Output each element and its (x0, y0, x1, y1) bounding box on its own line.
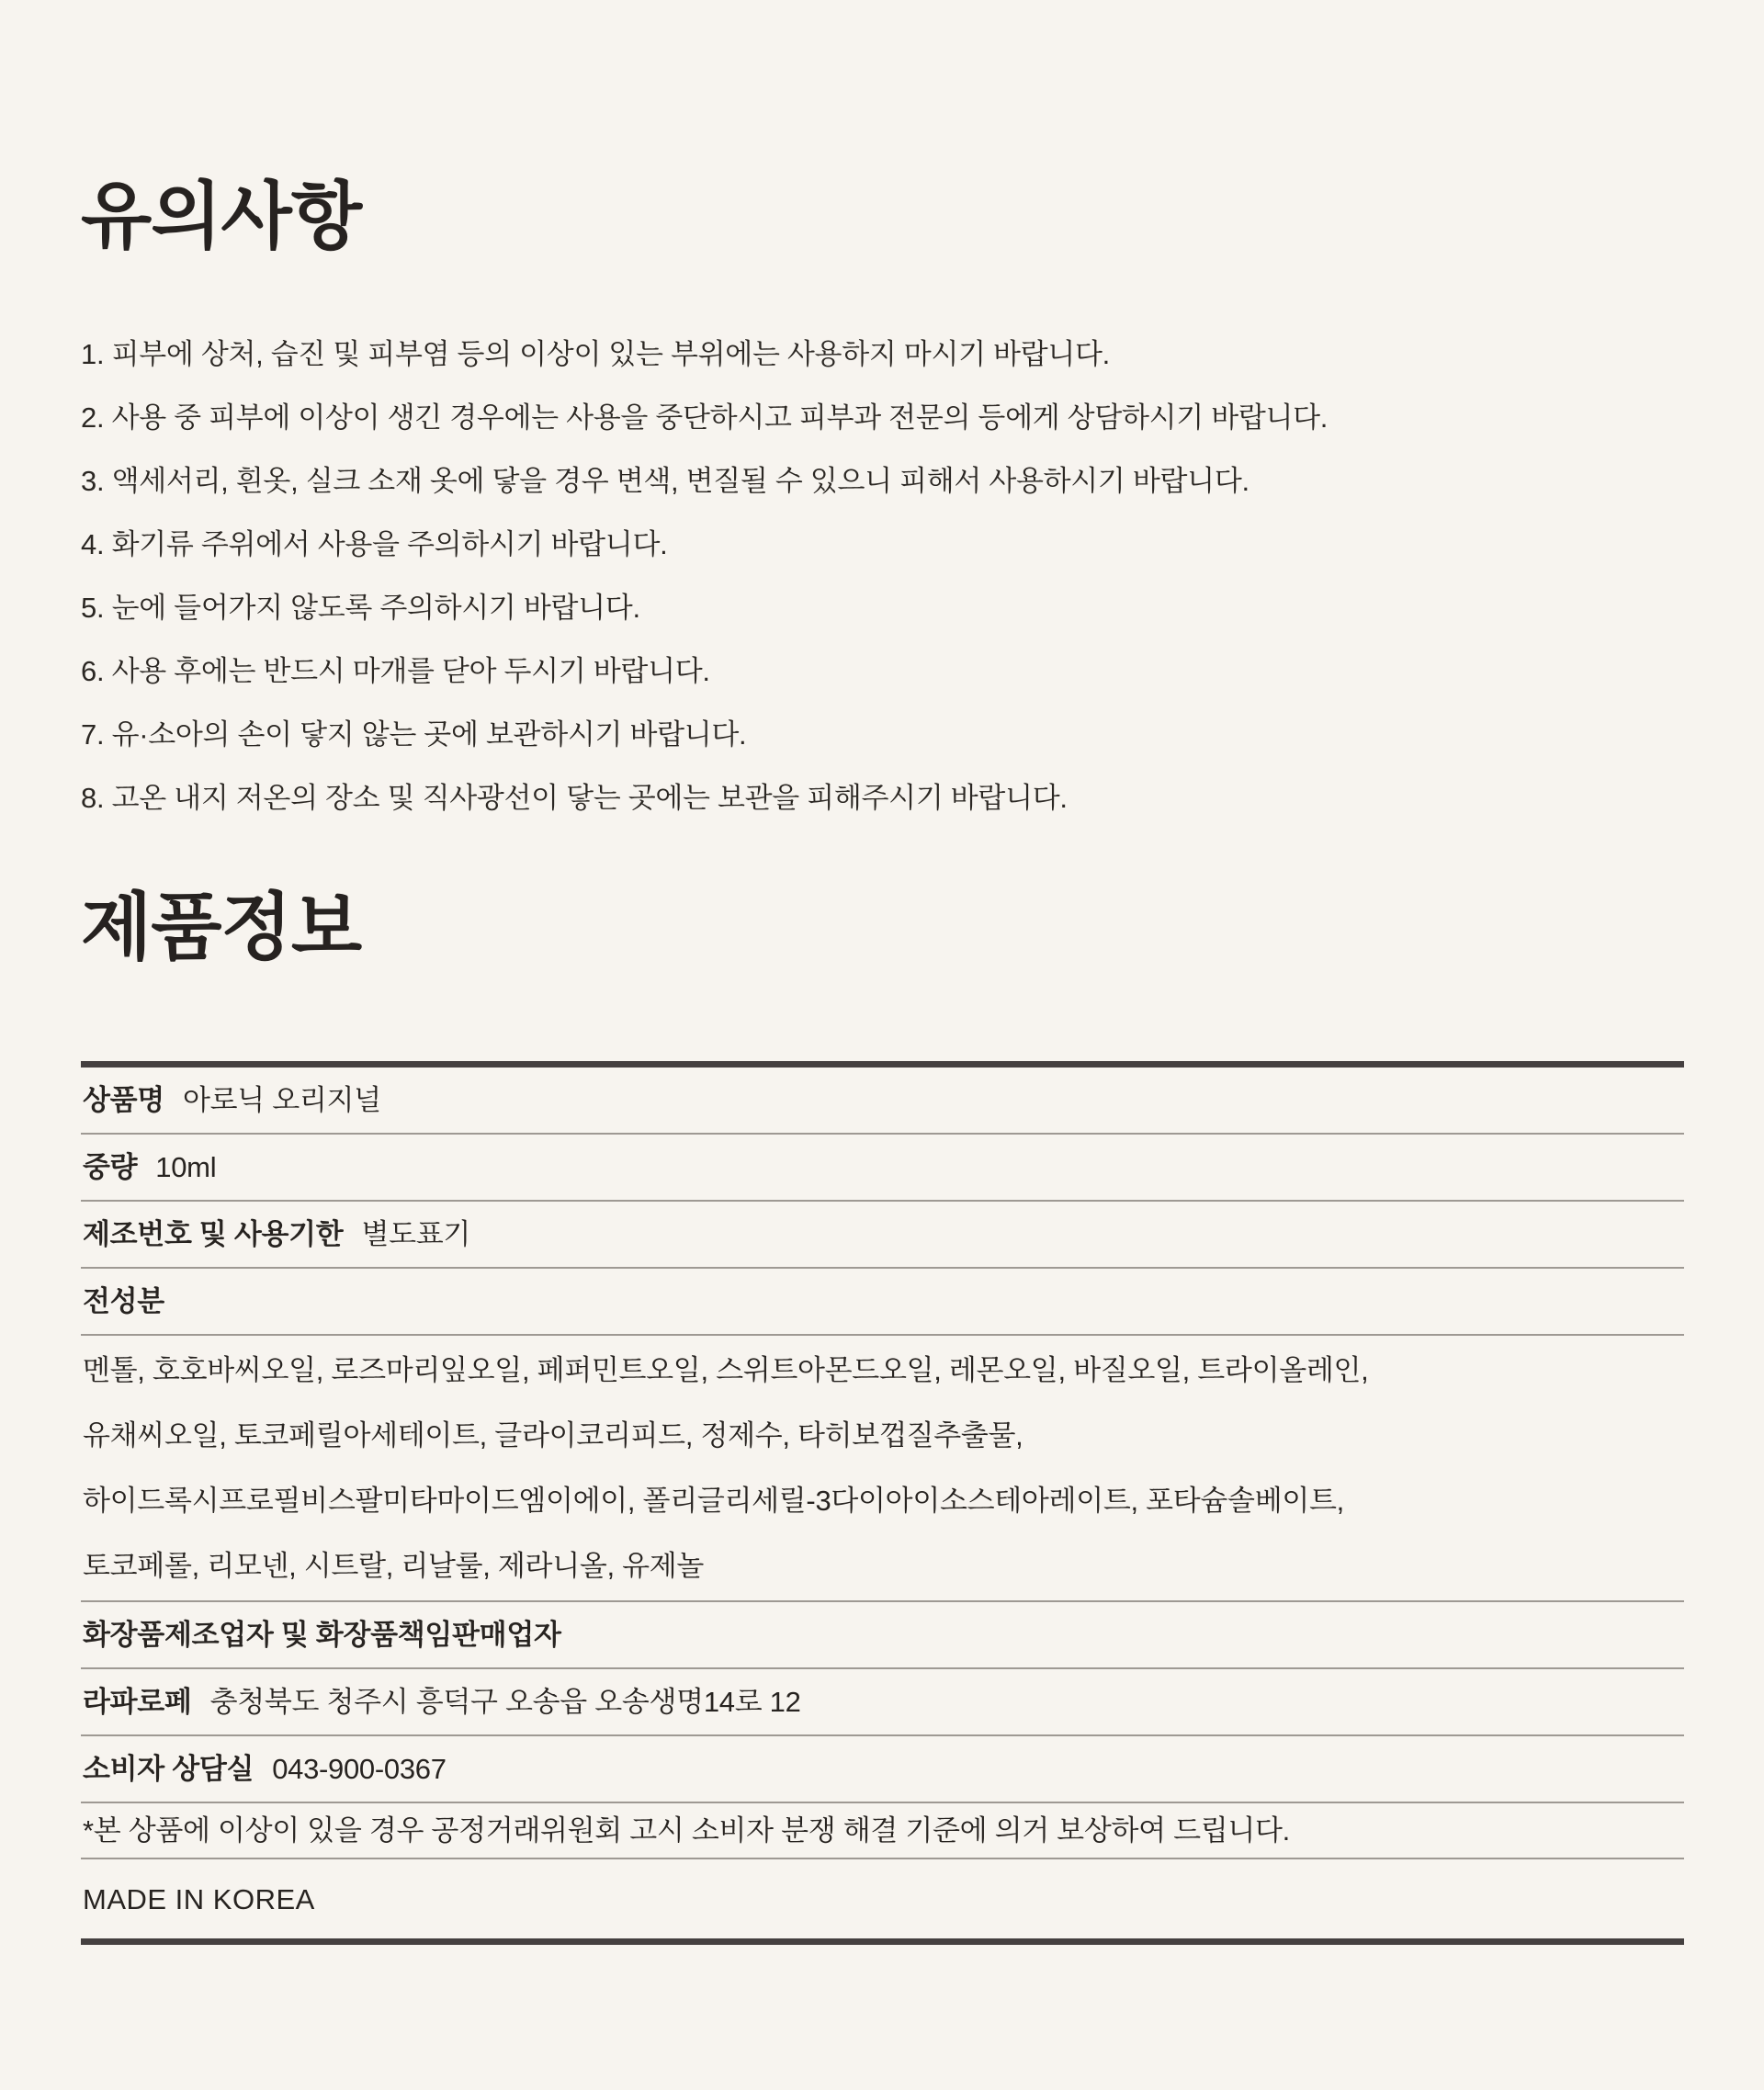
table-row-customer-service (81, 1736, 1684, 1803)
precautions-section (81, 175, 1684, 814)
customer-service-label: 소비자 상담실 (83, 1753, 254, 1785)
compensation-notice-text: *본 상품에 이상이 있을 경우 공정거래위원회 고시 소비자 분쟁 해결 기준에 의거 보상하여 드립니다. (83, 1814, 1290, 1847)
customer-service-phone: 043-900-0367 (272, 1753, 447, 1785)
manufacturer-seller-label: 화장품제조업자 및 화장품책임판매업자 (83, 1619, 561, 1651)
precaution-item: 1. 피부에 상처, 습진 및 피부염 등의 이상이 있는 부위에는 사용하지 마시기 바랍니다. (81, 338, 1110, 370)
ingredients-label: 전성분 (83, 1285, 164, 1317)
origin-text: MADE IN KOREA (83, 1883, 315, 1915)
precaution-item: 3. 액세서리, 흰옷, 실크 소재 옷에 닿을 경우 변색, 변질될 수 있으니 피해서 사용하시기 바랍니다. (81, 465, 1250, 497)
ingredients-line: 유채씨오일, 토코페릴아세테이트, 글라이코리피드, 정제수, 타히보껍질추출물, (83, 1419, 1023, 1452)
precaution-item: 6. 사용 후에는 반드시 마개를 닫아 두시기 바랍니다. (81, 655, 710, 687)
product-name-value: 아로닉 오리지널 (182, 1084, 381, 1116)
table-row-product-name (81, 1068, 1684, 1135)
table-row-compensation-notice (81, 1803, 1684, 1859)
ingredients-line: 토코페롤, 리모넨, 시트랄, 리날룰, 제라니올, 유제놀 (83, 1550, 705, 1582)
product-name-label: 상품명 (83, 1084, 164, 1116)
product-info-title: 제품정보 (81, 887, 362, 968)
precaution-item: 2. 사용 중 피부에 이상이 생긴 경우에는 사용을 중단하시고 피부과 전문의 등에게 상담하시기 바랍니다. (81, 401, 1329, 434)
ingredients-line: 하이드록시프로필비스팔미타마이드엠이에이, 폴리글리세릴-3다이아이소스테아레이트, 포타슘솔베이트, (83, 1485, 1344, 1517)
table-row-origin (81, 1859, 1684, 1938)
volume-value: 10ml (155, 1151, 217, 1183)
table-row-ingredients-label (81, 1269, 1684, 1336)
lot-expiry-value: 별도표기 (361, 1218, 471, 1250)
ingredients-line: 멘톨, 호호바씨오일, 로즈마리잎오일, 페퍼민트오일, 스위트아몬드오일, 레몬오일, 바질오일, 트라이올레인, (83, 1354, 1369, 1386)
precautions-title: 유의사항 (81, 175, 362, 257)
product-info-table (81, 1061, 1684, 1945)
manufacturer-address: 충청북도 청주시 흥덕구 오송읍 오송생명14로 12 (209, 1686, 801, 1718)
manufacturer-name: 라파로페 (83, 1686, 192, 1718)
precautions-list (81, 340, 1684, 812)
precaution-item: 8. 고온 내지 저온의 장소 및 직사광선이 닿는 곳에는 보관을 피해주시기 바랍니다. (81, 782, 1068, 814)
lot-expiry-label: 제조번호 및 사용기한 (83, 1218, 344, 1250)
precaution-item: 4. 화기류 주위에서 사용을 주의하시기 바랍니다. (81, 528, 668, 560)
table-row-lot-expiry (81, 1202, 1684, 1269)
precaution-item: 5. 눈에 들어가지 않도록 주의하시기 바랍니다. (81, 592, 640, 624)
table-row-volume (81, 1135, 1684, 1202)
precaution-item: 7. 유·소아의 손이 닿지 않는 곳에 보관하시기 바랍니다. (81, 718, 747, 751)
volume-label: 중량 (83, 1151, 138, 1183)
product-info-section (81, 887, 1684, 1945)
table-row-manufacturer-label (81, 1602, 1684, 1669)
table-row-ingredients (81, 1336, 1684, 1602)
table-row-manufacturer-address (81, 1669, 1684, 1736)
